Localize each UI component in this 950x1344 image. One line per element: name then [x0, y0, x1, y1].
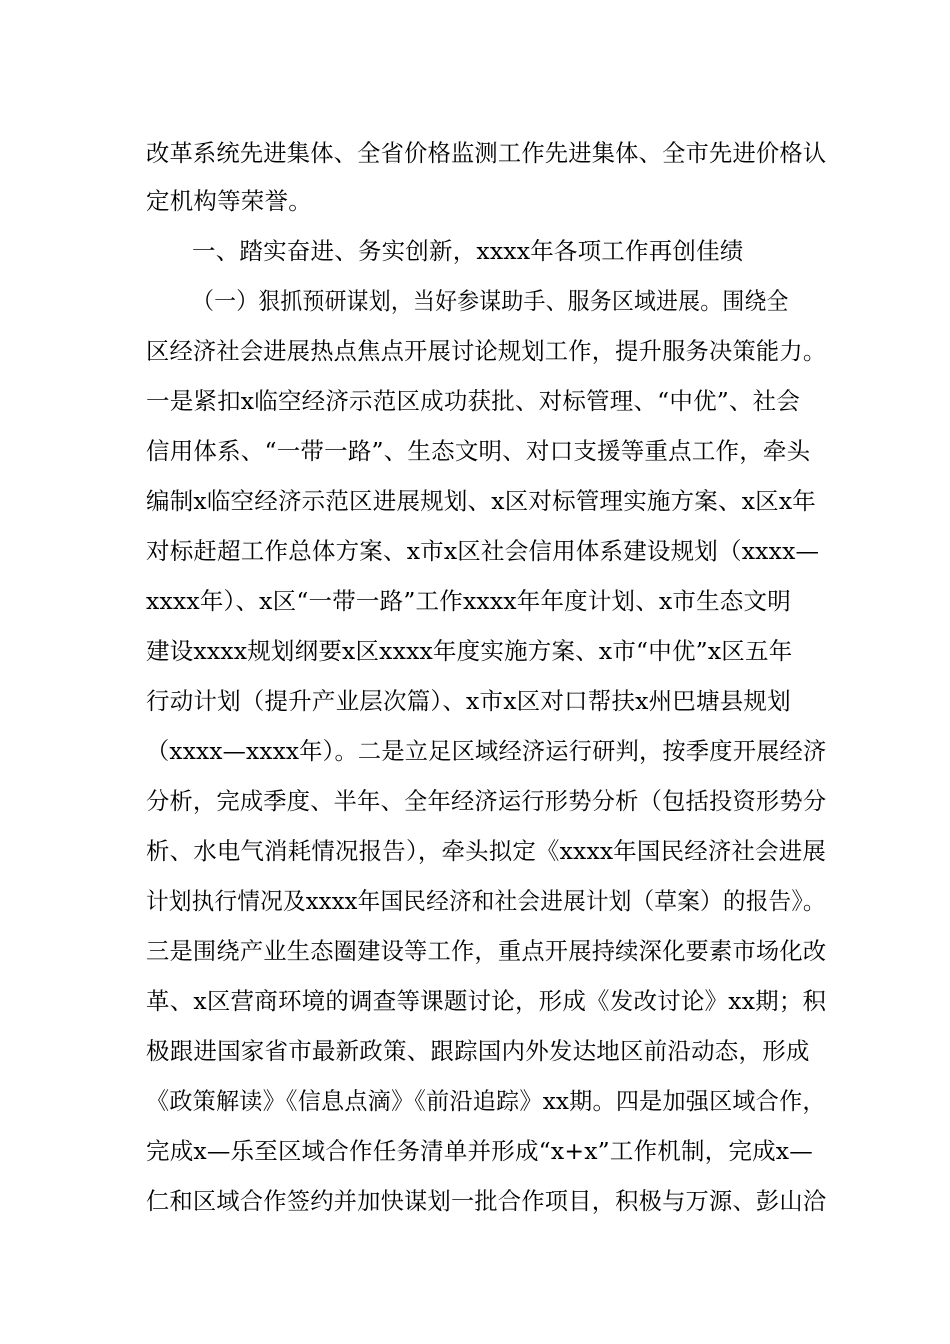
paragraph-line: （xxxx—xxxx年）。二是立足区域经济运行研判，按季度开展经济 [146, 737, 827, 765]
paragraph-line: 建设xxxx规划纲要x区xxxx年度实施方案、x市“中优”x区五年 [146, 637, 793, 665]
paragraph-line: 完成x—乐至区域合作任务清单并形成“x+x”工作机制，完成x— [146, 1137, 813, 1165]
paragraph-line: 编制x临空经济示范区进展规划、x区对标管理实施方案、x区x年 [146, 487, 817, 515]
paragraph-line: 计划执行情况及xxxx年国民经济和社会进展计划（草案）的报告》。 [146, 887, 826, 915]
paragraph-line: 信用体系、“一带一路”、生态文明、对口支援等重点工作，牵头 [146, 437, 811, 465]
paragraph-line: 定机构等荣誉。 [146, 187, 312, 215]
subsection-heading-line: （一）狠抓预研谋划，当好参谋助手、服务区域进展。围绕全 [192, 287, 789, 315]
paragraph-line: xxxx年）、x区“一带一路”工作xxxx年年度计划、x市生态文明 [146, 587, 791, 615]
paragraph-line: 三是围绕产业生态圈建设等工作，重点开展持续深化要素市场化改 [146, 937, 827, 965]
paragraph-line: 区经济社会进展热点焦点开展讨论规划工作，提升服务决策能力。 [146, 337, 827, 365]
paragraph-line: 改革系统先进集体、全省价格监测工作先进集体、全市先进价格认 [146, 139, 827, 167]
paragraph-line: 仁和区域合作签约并加快谋划一批合作项目，积极与万源、彭山洽 [146, 1187, 827, 1215]
paragraph-line: 革、x区营商环境的调查等课题讨论，形成《发改讨论》xx期；积 [146, 987, 827, 1015]
paragraph-line: 极跟进国家省市最新政策、跟踪国内外发达地区前沿动态，形成 [146, 1037, 810, 1065]
paragraph-line: 分析，完成季度、半年、全年经济运行形势分析（包括投资形势分 [146, 787, 827, 815]
paragraph-line: 行动计划（提升产业层次篇）、x市x区对口帮扶x州巴塘县规划 [146, 687, 791, 715]
section-heading: 一、踏实奋进、务实创新，xxxx年各项工作再创佳绩 [192, 237, 744, 265]
paragraph-line: 析、水电气消耗情况报告），牵头拟定《xxxx年国民经济社会进展 [146, 837, 826, 865]
paragraph-line: 对标赶超工作总体方案、x市x区社会信用体系建设规划（xxxx— [146, 537, 820, 565]
paragraph-line: 《政策解读》《信息点滴》《前沿追踪》xx期。四是加强区域合作， [146, 1087, 826, 1115]
paragraph-line: 一是紧扣x临空经济示范区成功获批、对标管理、“中优”、社会 [146, 387, 801, 415]
